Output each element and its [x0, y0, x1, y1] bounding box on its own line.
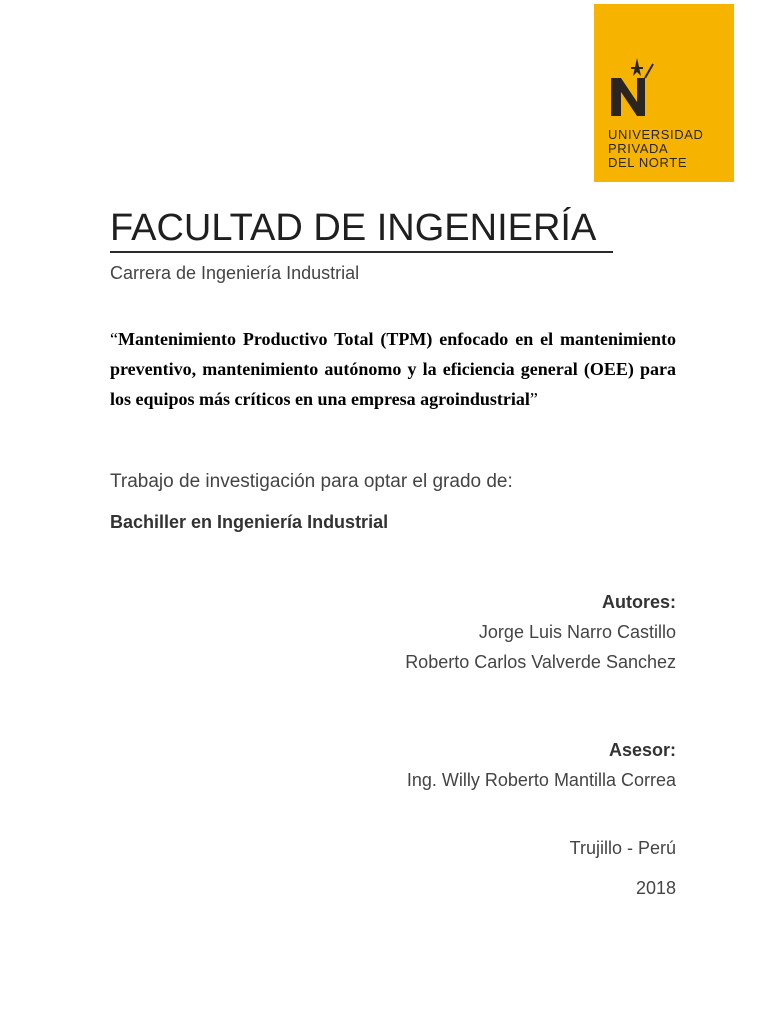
- university-name: [608, 128, 703, 170]
- authors-label: Autores:: [601, 592, 676, 612]
- university-name-line-3: DEL NORTE: [608, 155, 688, 170]
- year: 2018: [635, 878, 676, 898]
- author-name-2: Roberto Carlos Valverde Sanchez: [405, 652, 676, 672]
- unp-n-mark-icon: [607, 54, 655, 120]
- advisor-label: Asesor:: [608, 740, 676, 760]
- thesis-title-text: Mantenimiento Productivo Total (TPM) enfocado en el mantenimiento preventivo, mantenimiento autónomo y la eficiencia general (OEE) para los equipos más críticos en una empresa agroindustrial: [110, 329, 676, 409]
- degree-name: Bachiller en Ingeniería Industrial: [110, 512, 389, 532]
- open-quote: “: [110, 329, 118, 349]
- thesis-title: [110, 324, 676, 414]
- career-name: Carrera de Ingeniería Industrial: [110, 263, 360, 283]
- degree-purpose: Trabajo de investigación para optar el grado de:: [110, 471, 513, 492]
- author-name-1: Jorge Luis Narro Castillo: [478, 622, 676, 642]
- faculty-title: FACULTAD DE INGENIERÍA: [110, 207, 597, 249]
- place: Trujillo - Perú: [569, 838, 676, 858]
- advisor-name: Ing. Willy Roberto Mantilla Correa: [406, 770, 676, 790]
- close-quote: ”: [529, 389, 538, 409]
- university-name-line-1: UNIVERSIDAD: [608, 127, 704, 142]
- university-name-line-2: PRIVADA: [608, 141, 669, 156]
- faculty-title-underline: [110, 251, 613, 253]
- university-logo: [594, 4, 734, 182]
